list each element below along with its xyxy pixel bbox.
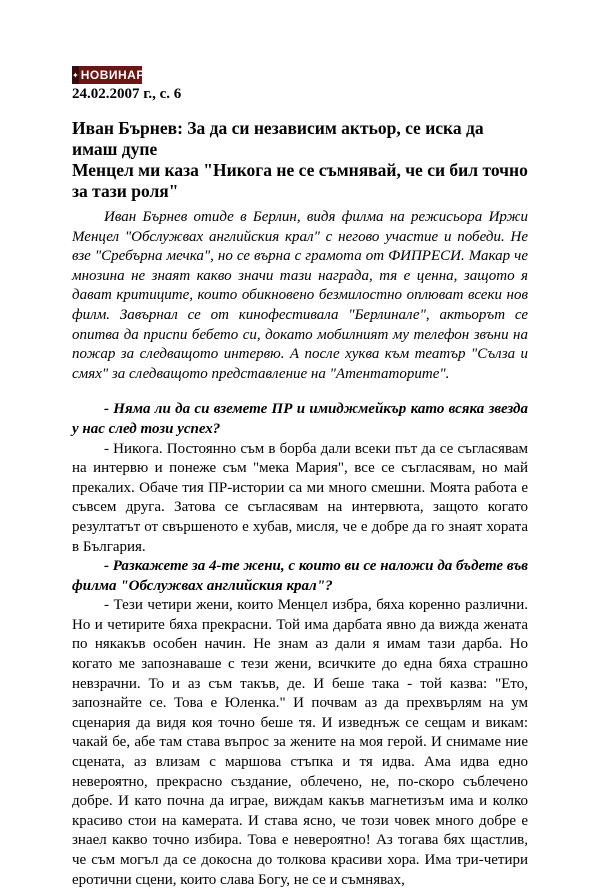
headline-line-1: Иван Бърнев: За да си независим актьор, се иска да имаш дупе [72,118,484,159]
logo-emblem-icon: ✦ [72,66,79,84]
newspaper-logo [72,66,145,84]
headline-line-2: Менцел ми каза "Никога не се съмнявай, че си бил точно за тази роля" [72,160,528,201]
interview-answer-1: - Никога. Постоянно съм в борба дали всеки път да се съгласявам на интервю и понеже съм "мека Мария", все се съгласявам, но май прекалих. Обаче тия ПР-истории са ми много смешни. Моята работа е съвсем друга. Затова се съгласявам на интервюта, защото когато резултатът от свършеното е хубав, мисля, че е добре да го знаят хората в България. [72,440,528,555]
date-page-line: 24.02.2007 г., с. 6 [72,86,182,102]
interview-question-1: - Няма ли да си вземете ПР и имиджмейкър като всяка звезда у нас след този успех? [72,401,528,437]
interview-answer-2: - Тези четири жени, които Менцел избра, бяха коренно различни. Но и четирите бяха прекрасни. Той има дарбата явно да вижда жената по някакъв особен начин. Не знам аз дали я имам тази дарба. Но когато ме запознаваше с тези жени, всичките до една бяха страшно невзрачни. То и аз съм такъв, де. И беше така - той казва: "Ето, запознайте се. Това е Юленка." И почвам аз да прехвърлям на ум сценария да видя коя точно беше тя. И изведнъж се сещам и викам: чакай бе, абе там става въпрос за жените на моя герой. И снимаме ние сцената, аз влизам с маршова стъпка и тя идва. Ама идва едно невероятно, прекрасно създание, облечено, не, по-скоро съблечено добре. И като почна да играе, виждам какъв магнетизъм има и колко красиво стои на камерата. И става ясно, че този човек много добре е знаел какво точно избира. Това е невероятно! Аз тогава бях щастлив, че съм могъл да се докосна до толкова красиви хора. Има три-четири еротични сцени, които слава Богу, не се и съмнявах, [72,597,528,888]
headline [72,118,532,202]
article-intro: Иван Бърнев отиде в Берлин, видя филма на режисьора Иржи Менцел "Обслужвах английския крал" с негово участие и победи. Не взе "Сребърна мечка", но се върна с грамота от ФИПРЕСИ. Макар че мнозина не знаят какво значи тази награда, тя е ценна, защото я дават критиците, които обикновено безмилостно оплюват всеки нов филм. Завърнал се от кинофестивала "Берлинале", актьорът се опитва да приспи бебето си, докато мобилният му телефон звъни на пожар за следващото интервю. А после хуква към театър "Сълза и смях" за следващото представление на "Атентаторите". [72,209,528,382]
logo-text: НОВИНАР [80,68,145,82]
interview-question-2: - Разкажете за 4-те жени, с които ви се наложи да бъдете във филма "Обслужвах английския крал"? [72,558,528,594]
article-body [72,208,528,890]
